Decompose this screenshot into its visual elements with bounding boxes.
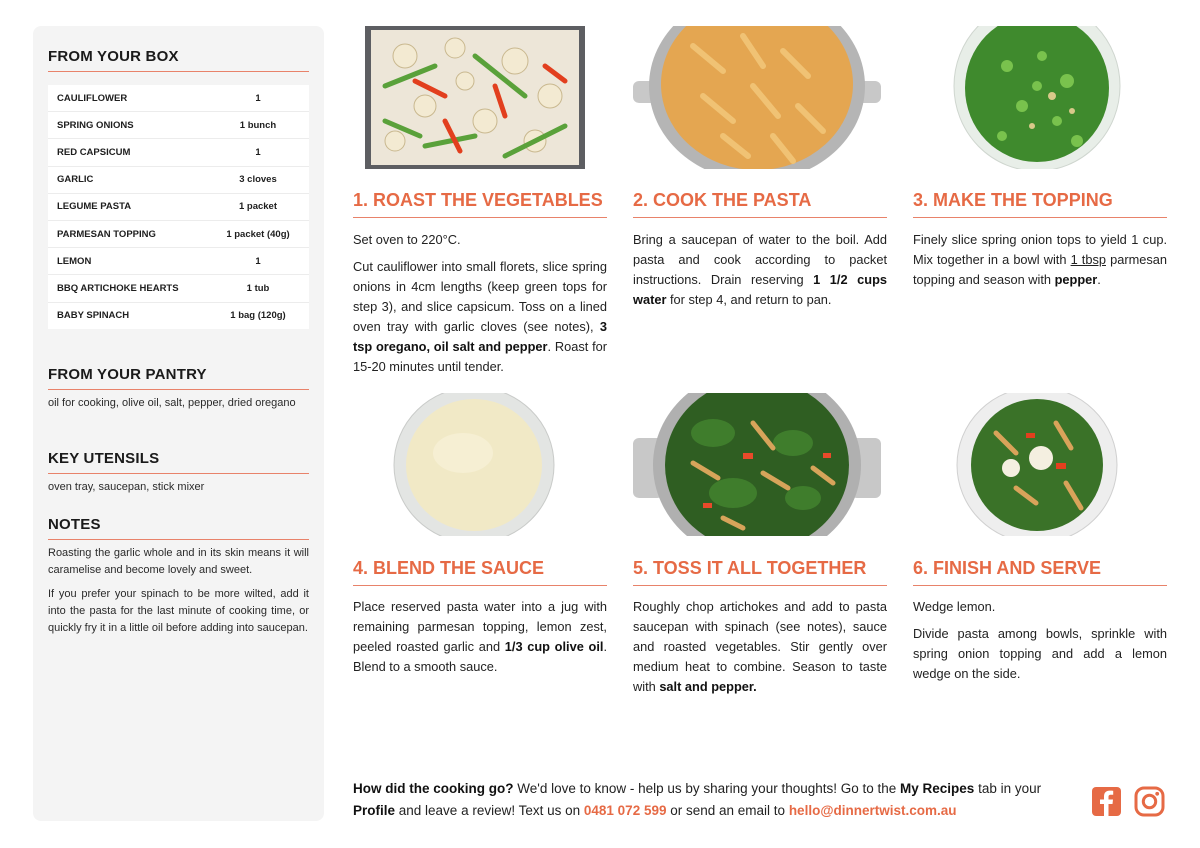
table-row	[48, 248, 309, 275]
feedback-footer	[353, 778, 1073, 822]
table-row	[48, 139, 309, 166]
step-3-paragraph	[913, 230, 1167, 290]
ingredient-name: LEGUME PASTA	[57, 201, 132, 213]
table-row	[48, 221, 309, 248]
footer-text: or send an email to	[666, 803, 789, 818]
table-row	[48, 303, 309, 329]
blend-sauce-photo	[393, 393, 555, 536]
step-text: Place reserved pasta water into a jug with remaining parmesan topping, lemon zest, peeled roasted garlic and	[353, 599, 607, 654]
step-6-paragraph: Divide pasta among bowls, sprinkle with spring onion topping and add a lemon wedge on the side.	[913, 626, 1167, 681]
step-text: . Blend to a smooth sauce.	[353, 639, 607, 674]
table-row	[48, 167, 309, 194]
phone-number-link[interactable]: 0481 072 599	[583, 803, 667, 818]
from-your-box-heading: FROM YOUR BOX	[48, 48, 309, 72]
step-text: Bring a saucepan of water to the boil. Add pasta and cook according to packet instructions. Drain reserving	[633, 232, 887, 287]
footer-text: We'd love to know - help us by sharing your thoughts! Go to the	[513, 781, 901, 796]
step-emphasis: 1 1/2 cups water	[633, 272, 888, 307]
step-3-title: 3. MAKE THE TOPPING	[913, 190, 1167, 218]
cook-pasta-photo	[633, 26, 881, 169]
profile-link[interactable]: Profile	[353, 803, 396, 818]
step-1-title: 1. ROAST THE VEGETABLES	[353, 190, 607, 218]
ingredient-qty: 3 cloves	[239, 174, 277, 186]
box-ingredients-table	[48, 85, 309, 329]
key-utensils-heading: KEY UTENSILS	[48, 450, 309, 474]
ingredient-name: CAULIFLOWER	[57, 92, 128, 104]
step-6-paragraph: Wedge lemon.	[913, 599, 996, 614]
ingredient-qty: 1 packet	[238, 201, 278, 213]
ingredient-name: PARMESAN TOPPING	[57, 228, 156, 240]
step-emphasis: salt and pepper.	[659, 679, 757, 694]
ingredient-qty: 1 bunch	[239, 119, 277, 131]
step-text: . Roast for 15-20 minutes until tender.	[353, 339, 608, 374]
step-5-body	[633, 597, 887, 704]
finish-serve-photo	[956, 393, 1118, 536]
step-4-paragraph	[353, 597, 607, 677]
step-5-paragraph	[633, 597, 887, 697]
step-text: parmesan topping and season with	[913, 252, 1167, 287]
step-2-body	[633, 230, 887, 317]
step-1-body	[353, 230, 607, 384]
footer-question: How did the cooking go?	[353, 781, 514, 796]
notes-text	[48, 545, 309, 644]
table-row	[48, 275, 309, 302]
ingredient-qty: 1	[255, 92, 261, 104]
from-your-pantry-heading: FROM YOUR PANTRY	[48, 366, 309, 390]
make-topping-photo	[952, 26, 1122, 169]
my-recipes-link[interactable]: My Recipes	[900, 781, 975, 796]
step-2-title: 2. COOK THE PASTA	[633, 190, 887, 218]
ingredient-name: BBQ ARTICHOKE HEARTS	[57, 282, 179, 294]
ingredient-qty: 1 bag (120g)	[230, 310, 286, 322]
step-emphasis: 1/3 cup olive oil	[504, 639, 604, 654]
step-text: Roughly chop artichokes and add to pasta saucepan with spinach (see notes), sauce and roasted vegetables. Stir gently over medium heat to combine. Season to taste with	[633, 599, 887, 694]
step-1-paragraph: Set oven to 220°C.	[353, 232, 461, 247]
step-4-body	[353, 597, 607, 684]
ingredient-name: LEMON	[57, 255, 92, 267]
step-text: .	[1097, 272, 1101, 287]
step-5-title: 5. TOSS IT ALL TOGETHER	[633, 558, 887, 586]
step-3-body	[913, 230, 1167, 297]
ingredient-name: BABY SPINACH	[57, 310, 130, 322]
ingredient-name: SPRING ONIONS	[57, 119, 134, 131]
table-row	[48, 85, 309, 112]
pantry-text: oil for cooking, olive oil, salt, pepper, dried oregano	[48, 397, 296, 409]
roast-vegetables-photo	[365, 26, 585, 169]
step-emphasis: 3 tsp oregano, oil salt and pepper	[353, 319, 607, 354]
table-row	[48, 194, 309, 221]
step-underlined: 1 tbsp	[1070, 252, 1106, 267]
step-text: Finely slice spring onion tops to yield 1 cup. Mix together in a bowl with	[913, 232, 1167, 267]
ingredient-name: GARLIC	[57, 174, 94, 186]
note-paragraph: If you prefer your spinach to be more wilted, add it into the pasta for the last minute of cooking time, or quickly fry it in a little oil before adding into saucepan.	[48, 588, 309, 634]
email-link[interactable]: hello@dinnertwist.com.au	[788, 803, 957, 818]
step-1-paragraph	[353, 257, 607, 377]
instagram-icon[interactable]	[1134, 786, 1165, 817]
step-2-paragraph	[633, 230, 887, 310]
note-paragraph: Roasting the garlic whole and in its skin means it will caramelise and become lovely and sweet.	[48, 547, 309, 576]
step-text: for step 4, and return to pan.	[666, 292, 832, 307]
step-6-title: 6. FINISH AND SERVE	[913, 558, 1167, 586]
ingredients-sidebar	[33, 26, 324, 821]
utensils-text: oven tray, saucepan, stick mixer	[48, 481, 205, 493]
step-6-body	[913, 597, 1167, 691]
table-row	[48, 112, 309, 139]
ingredient-name: RED CAPSICUM	[57, 146, 131, 158]
ingredient-qty: 1 tub	[246, 282, 270, 294]
notes-heading: NOTES	[48, 516, 309, 540]
footer-text: and leave a review! Text us on	[395, 803, 584, 818]
step-4-title: 4. BLEND THE SAUCE	[353, 558, 607, 586]
step-emphasis: pepper	[1054, 272, 1098, 287]
ingredient-qty: 1	[255, 255, 261, 267]
step-text: Cut cauliflower into small florets, slice spring onions in 4cm lengths (keep green tops for step 3), and slice capsicum. Toss on a lined oven tray with garlic cloves (see notes),	[353, 259, 607, 334]
ingredient-qty: 1 packet (40g)	[226, 228, 290, 240]
footer-text: tab in your	[974, 781, 1042, 796]
toss-together-photo	[633, 393, 881, 536]
ingredient-qty: 1	[255, 146, 261, 158]
facebook-icon[interactable]	[1091, 786, 1122, 817]
